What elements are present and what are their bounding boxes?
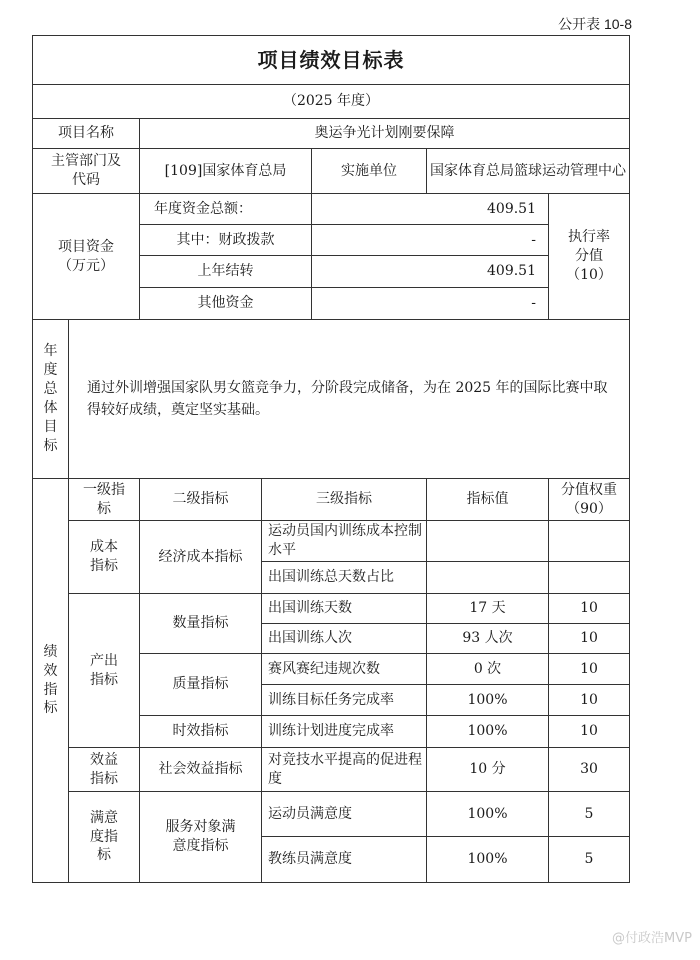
- watermark: @付政浩MVP: [612, 931, 692, 946]
- indicator-value: 100%: [427, 792, 549, 837]
- year-label: （2025 年度）: [33, 85, 629, 119]
- page-title: 项目绩效目标表: [33, 36, 629, 85]
- annual-goal-text: 通过外训增强国家队男女篮竞争力，分阶段完成储备，为在 2025 年的国际比赛中取得较好成绩，奠定坚实基础。: [69, 320, 629, 479]
- funds-total-value: 409.51: [312, 194, 549, 225]
- impl-unit-label: 实施单位: [312, 149, 427, 194]
- level3-item: 训练计划进度完成率: [262, 716, 427, 748]
- funds-carryover-value: 409.51: [312, 256, 549, 288]
- project-name-value: 奥运争光计划刚要保障: [140, 119, 629, 149]
- level3-item: 训练目标任务完成率: [262, 685, 427, 716]
- indicator-weight: [549, 521, 629, 562]
- level3-item: 出国训练总天数占比: [262, 562, 427, 594]
- indicator-value: [427, 562, 549, 594]
- level2-timeliness: 时效指标: [140, 716, 262, 748]
- level1-output: 产出指标: [69, 594, 140, 748]
- impl-unit-value: 国家体育总局篮球运动管理中心: [427, 149, 629, 194]
- indicator-weight: 30: [549, 748, 629, 792]
- funds-other-value: -: [312, 288, 549, 320]
- project-name-label: 项目名称: [33, 119, 140, 149]
- level1-satisfaction: 满意度指标: [69, 792, 140, 882]
- level3-item: 运动员国内训练成本控制水平: [262, 521, 427, 562]
- exec-rate-label: 执行率分值（10）: [549, 194, 629, 320]
- level2-social-benefit: 社会效益指标: [140, 748, 262, 792]
- indicator-value: 100%: [427, 716, 549, 748]
- funds-other-label: 其他资金: [140, 288, 312, 320]
- header-level2: 二级指标: [140, 479, 262, 521]
- header-level1: 一级指标: [69, 479, 140, 521]
- indicator-value: 10 分: [427, 748, 549, 792]
- funds-label: 项目资金（万元）: [33, 194, 140, 320]
- level3-item: 出国训练人次: [262, 624, 427, 654]
- indicator-weight: 10: [549, 685, 629, 716]
- funds-fiscal-value: -: [312, 225, 549, 256]
- indicator-value: 100%: [427, 685, 549, 716]
- header-weight: 分值权重（90）: [549, 479, 629, 521]
- indicators-section-label: 绩效指标: [33, 479, 69, 882]
- document-tag: 公开表 10-8: [558, 16, 632, 32]
- header-level3: 三级指标: [262, 479, 427, 521]
- indicator-value: 100%: [427, 837, 549, 882]
- level3-item: 赛风赛纪违规次数: [262, 654, 427, 685]
- level3-item: 出国训练天数: [262, 594, 427, 624]
- indicator-value: [427, 521, 549, 562]
- indicator-weight: 10: [549, 654, 629, 685]
- level2-economic-cost: 经济成本指标: [140, 521, 262, 594]
- indicator-value: 17 天: [427, 594, 549, 624]
- dept-value: [109]国家体育总局: [140, 149, 312, 194]
- dept-label: 主管部门及代码: [33, 149, 140, 194]
- indicator-weight: 5: [584, 851, 594, 868]
- indicator-weight: 10: [549, 624, 629, 654]
- indicator-weight: 10: [549, 594, 629, 624]
- indicator-value: 0 次: [427, 654, 549, 685]
- indicator-weight: [549, 562, 629, 594]
- funds-carryover-label: 上年结转: [140, 256, 312, 288]
- indicator-weight: 5: [549, 792, 629, 837]
- indicator-value: 93 人次: [427, 624, 549, 654]
- level1-cost: 成本指标: [69, 521, 140, 594]
- funds-fiscal-label: 其中：财政拨款: [140, 225, 312, 256]
- level3-item: 教练员满意度: [262, 837, 427, 882]
- level1-benefit: 效益指标: [69, 748, 140, 792]
- indicator-weight: 10: [549, 716, 629, 748]
- level3-item: 对竞技水平提高的促进程度: [262, 748, 427, 792]
- annual-goal-label: 年度总体目标: [33, 320, 69, 479]
- performance-table: [32, 35, 630, 883]
- header-value: 指标值: [427, 479, 549, 521]
- level3-item: 运动员满意度: [262, 792, 427, 837]
- level2-quantity: 数量指标: [140, 594, 262, 654]
- funds-total-label: 年度资金总额：: [140, 194, 312, 225]
- level2-service-satisfaction: 服务对象满意度指标: [140, 792, 262, 882]
- level2-quality: 质量指标: [140, 654, 262, 716]
